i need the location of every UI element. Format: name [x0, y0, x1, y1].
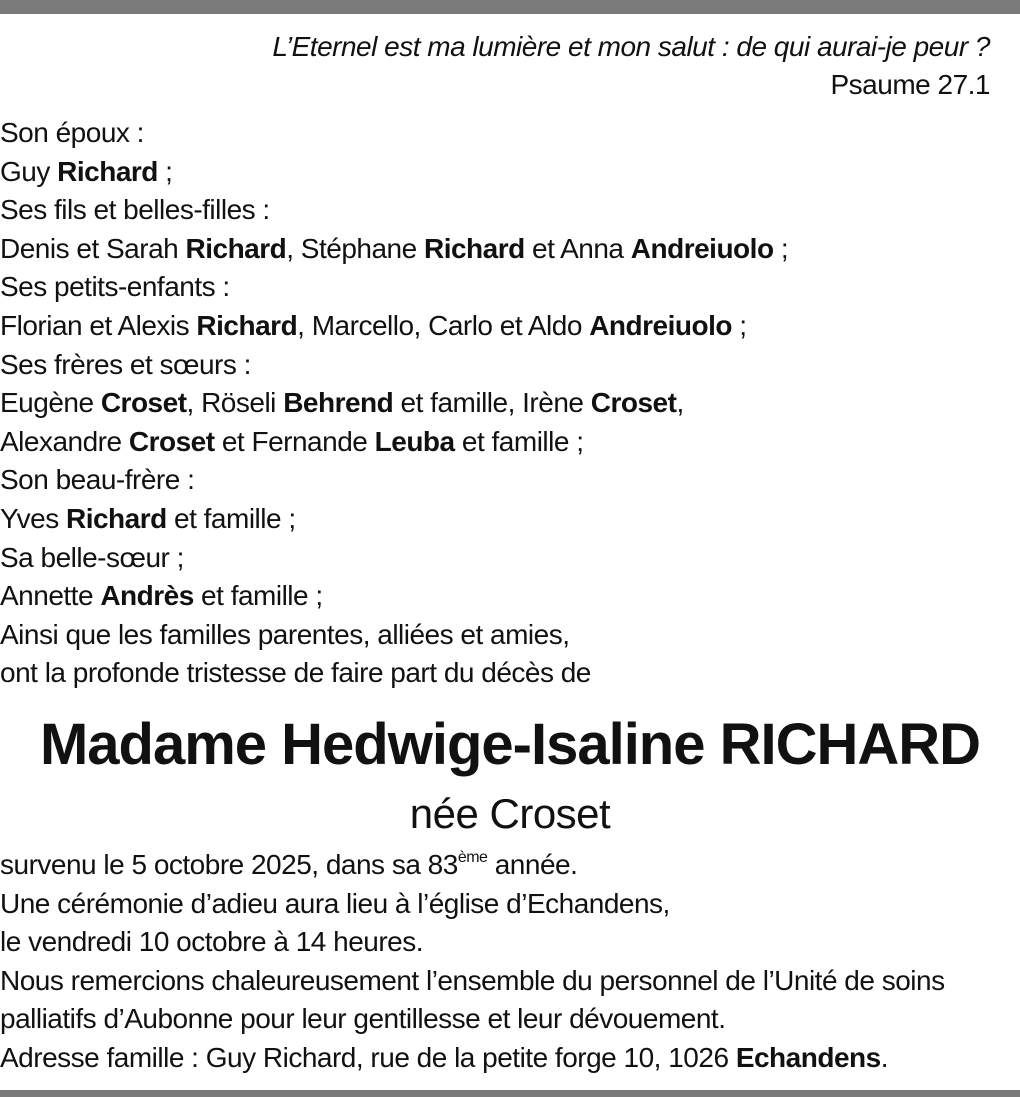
- surname: Andrès: [100, 580, 194, 612]
- text-segment: , Stéphane: [286, 232, 424, 264]
- bible-verse: [272, 28, 990, 104]
- verse-quote: L’Eternel est ma lumière et mon salut : de qui aurai-je peur ?: [272, 31, 990, 62]
- text-segment: Yves: [0, 502, 66, 534]
- closing-line: [0, 1039, 945, 1078]
- family-line: [0, 268, 788, 307]
- family-line: [0, 114, 788, 153]
- text-segment: Adresse famille : Guy Richard, rue de la petite forge 10, 1026: [0, 1041, 736, 1073]
- text-segment: Alexandre: [0, 425, 129, 457]
- text-segment: Annette: [0, 580, 101, 612]
- surname: Andreiuolo: [630, 232, 774, 264]
- family-line: [0, 346, 788, 385]
- family-line: [0, 539, 788, 578]
- death-date-line: [0, 846, 945, 885]
- text-segment: Son époux :: [0, 117, 144, 148]
- text-segment: Son beau-frère :: [0, 464, 195, 496]
- text-segment: ;: [773, 232, 789, 264]
- text-segment: ;: [731, 309, 747, 341]
- text-segment: et famille ;: [454, 425, 584, 457]
- family-line: [0, 500, 788, 539]
- text-segment: et famille ;: [193, 580, 323, 612]
- text-segment: Florian et Alexis: [0, 309, 197, 341]
- family-line: [0, 191, 788, 230]
- family-line: [0, 616, 788, 655]
- surname: Behrend: [283, 387, 394, 419]
- family-line: [0, 577, 788, 616]
- death-date-tail: année.: [487, 849, 578, 880]
- closing-line: [0, 1000, 945, 1039]
- surname: Andreiuolo: [589, 309, 732, 341]
- text-segment: palliatifs d’Aubonne pour leur gentillesse et leur dévouement.: [0, 1003, 726, 1035]
- closing-line: [0, 962, 945, 1001]
- text-segment: et Fernande: [214, 425, 375, 457]
- text-segment: Ses frères et sœurs :: [0, 348, 251, 380]
- ordinal-suffix: ème: [457, 849, 488, 866]
- family-line: [0, 153, 788, 192]
- text-segment: ,: [676, 387, 684, 419]
- surname: Croset: [590, 387, 677, 419]
- family-list: [0, 114, 788, 693]
- text-segment: Eugène: [0, 387, 101, 419]
- text-segment: Guy: [0, 155, 58, 187]
- text-segment: et famille, Irène: [393, 387, 591, 419]
- family-line: [0, 307, 788, 346]
- top-divider: [0, 0, 1020, 14]
- text-segment: ont la profonde tristesse de faire part du décès de: [0, 657, 591, 689]
- maiden-name: née Croset: [409, 790, 611, 837]
- surname: Richard: [423, 232, 525, 264]
- death-date-text: survenu le 5 octobre 2025, dans sa 83: [0, 849, 458, 880]
- closing-text: [0, 846, 945, 1078]
- verse-reference: Psaume 27.1: [830, 69, 990, 100]
- family-line: [0, 230, 788, 269]
- text-segment: Nous remercions chaleureusement l’ensemble du personnel de l’Unité de soins: [0, 964, 945, 996]
- family-line: [0, 423, 788, 462]
- text-segment: et Anna: [524, 232, 631, 264]
- text-segment: Ses fils et belles-filles :: [0, 194, 270, 226]
- family-line: [0, 384, 788, 423]
- text-segment: Ainsi que les familles parentes, alliées et amies,: [0, 618, 570, 650]
- family-line: [0, 461, 788, 500]
- surname: Richard: [185, 232, 287, 264]
- family-line: [0, 654, 788, 693]
- closing-line: [0, 923, 945, 962]
- surname: Croset: [100, 387, 187, 419]
- text-segment: ;: [157, 155, 173, 187]
- deceased-name: Madame Hedwige-Isaline RICHARD: [39, 712, 981, 777]
- surname: Echandens: [735, 1041, 881, 1073]
- bottom-divider: [0, 1090, 1020, 1097]
- text-segment: Ses petits-enfants :: [0, 271, 230, 303]
- text-segment: Denis et Sarah: [0, 232, 186, 264]
- text-segment: , Röseli: [186, 387, 284, 419]
- closing-line: [0, 885, 945, 924]
- text-segment: Sa belle-sœur ;: [0, 541, 184, 573]
- text-segment: Une cérémonie d’adieu aura lieu à l’église d’Echandens,: [0, 887, 670, 919]
- text-segment: le vendredi 10 octobre à 14 heures.: [0, 926, 424, 958]
- surname: Leuba: [374, 425, 455, 457]
- surname: Croset: [128, 425, 215, 457]
- surname: Richard: [65, 502, 167, 534]
- text-segment: et famille ;: [166, 502, 296, 534]
- surname: Richard: [196, 309, 298, 341]
- surname: Richard: [57, 155, 158, 187]
- text-segment: .: [880, 1041, 888, 1073]
- text-segment: , Marcello, Carlo et Aldo: [297, 309, 590, 341]
